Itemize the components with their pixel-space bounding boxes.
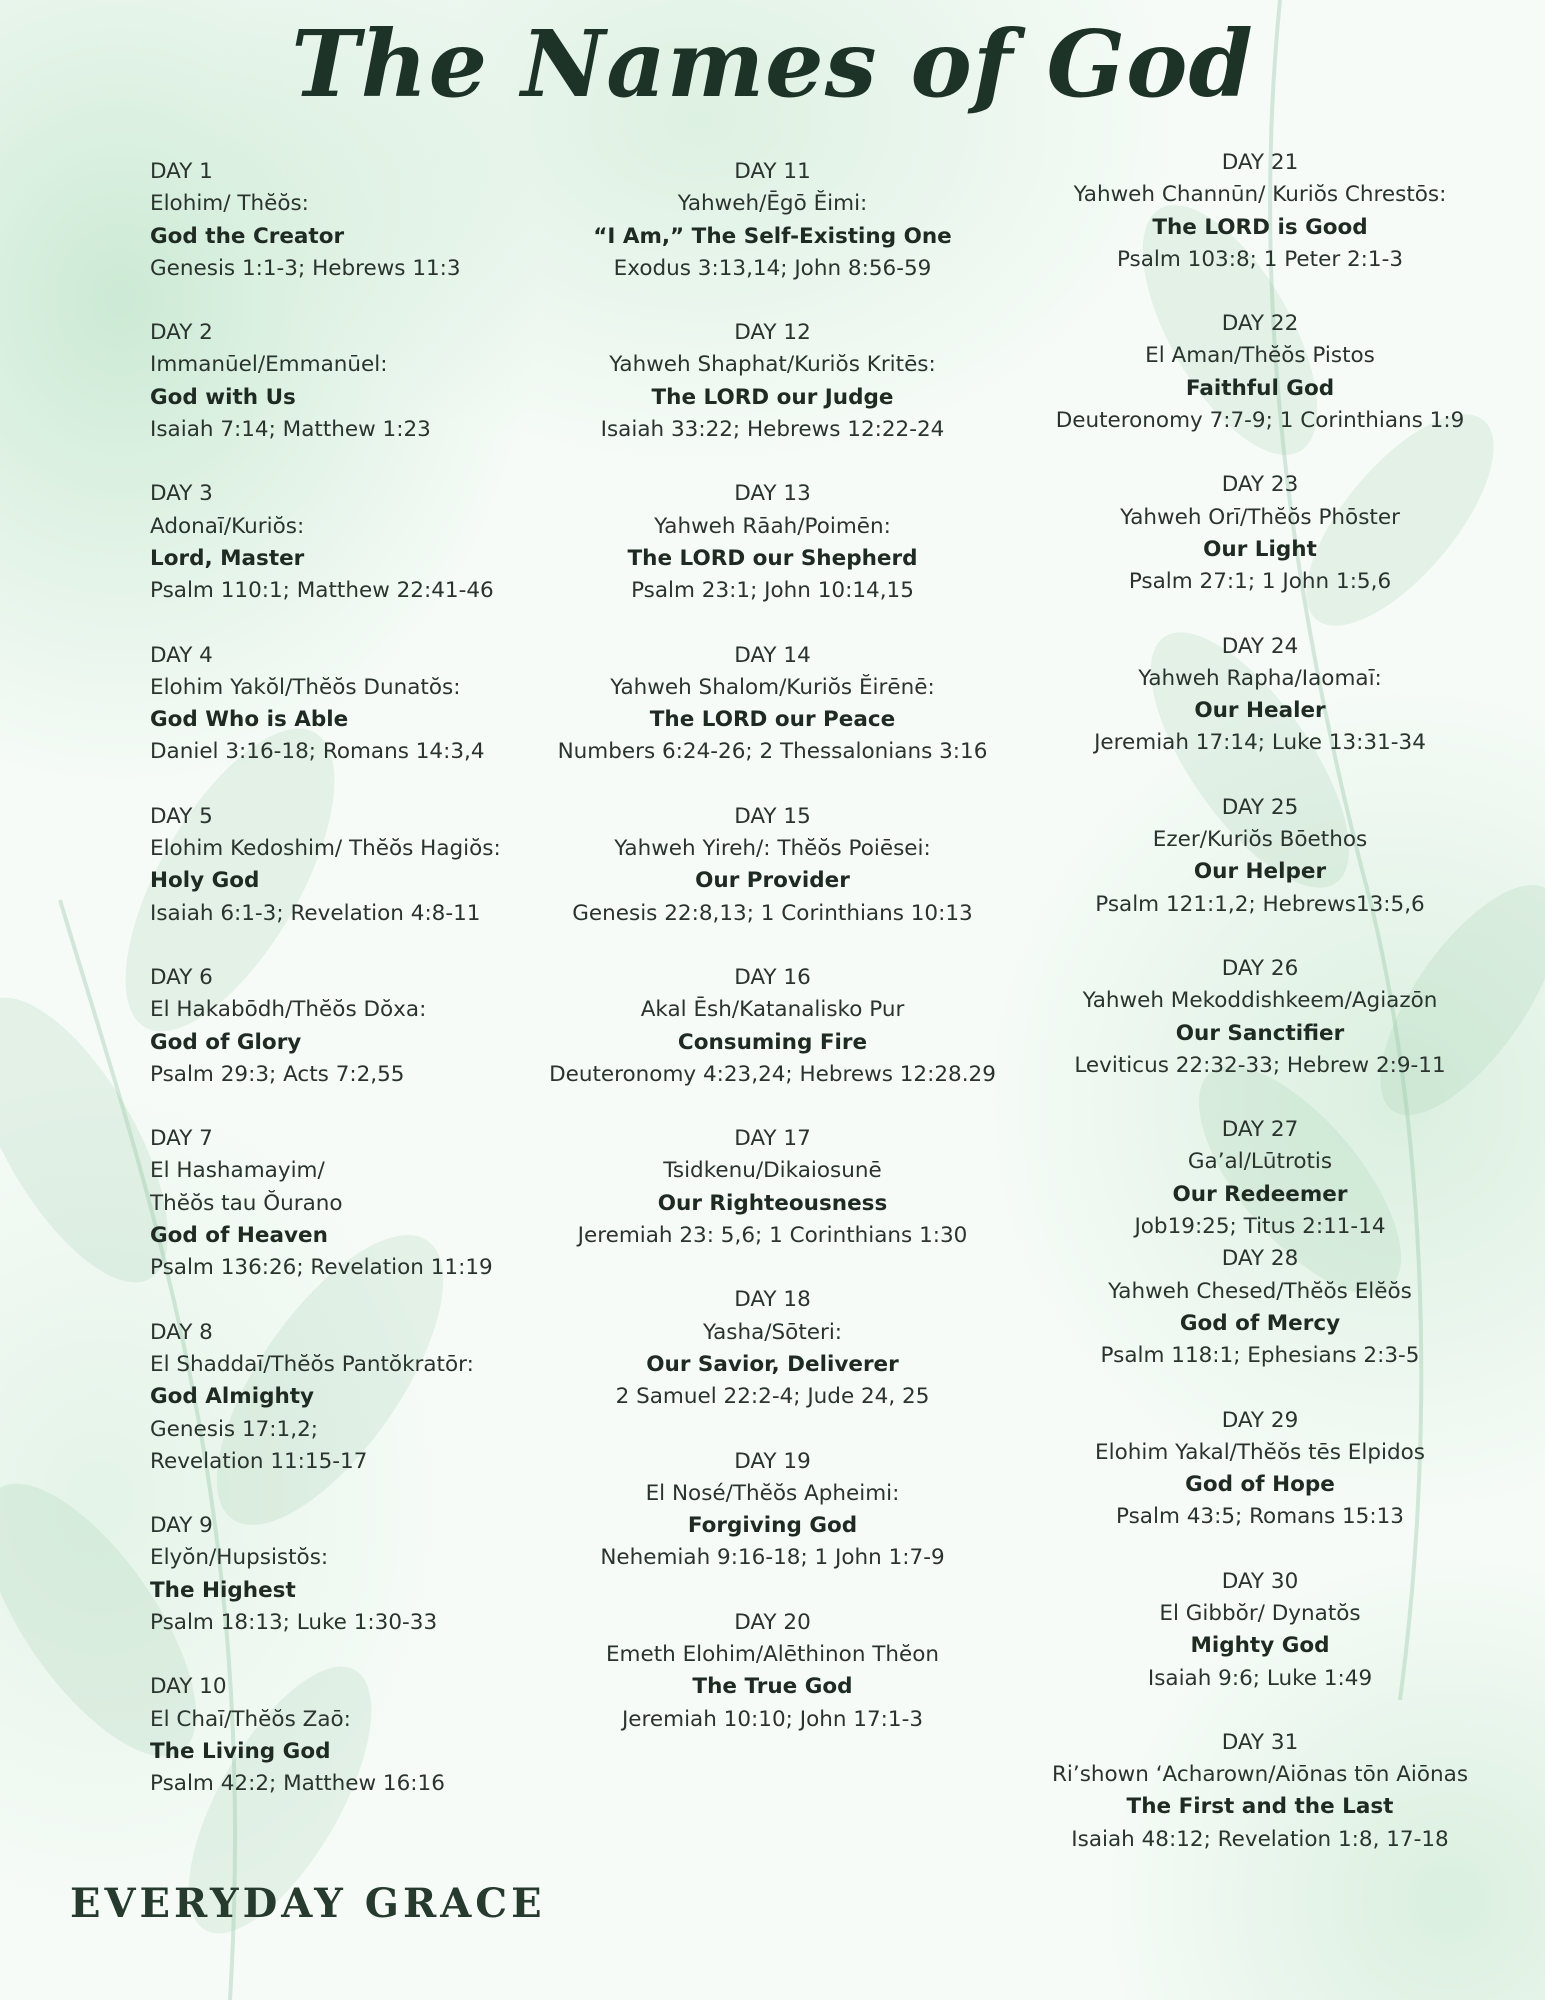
original-name: Yahweh Shalom/Kuriŏs Ĕirēnē: bbox=[610, 674, 935, 700]
day-entry bbox=[1020, 792, 1500, 921]
name-meaning: God of Mercy bbox=[1179, 1310, 1341, 1336]
day-entry bbox=[545, 1284, 1000, 1413]
name-meaning: Our Righteousness bbox=[657, 1190, 888, 1216]
name-meaning: Our Helper bbox=[1193, 859, 1327, 885]
original-name: Elohim/ Thĕŏs: bbox=[150, 191, 309, 217]
day-entry bbox=[150, 1123, 590, 1284]
scripture-reference: Isaiah 33:22; Hebrews 12:22-24 bbox=[600, 417, 945, 443]
day-label: DAY 10 bbox=[150, 1674, 227, 1700]
scripture-reference: Isaiah 7:14; Matthew 1:23 bbox=[150, 417, 431, 443]
scripture-reference: Leviticus 22:32-33; Hebrew 2:9-11 bbox=[1074, 1052, 1446, 1078]
day-label: DAY 14 bbox=[734, 642, 811, 668]
column-1 bbox=[150, 156, 590, 1832]
day-entry bbox=[545, 156, 1000, 285]
name-meaning: God the Creator bbox=[150, 223, 345, 249]
day-label: DAY 4 bbox=[150, 642, 213, 668]
original-name: Ezer/Kuriŏs Bōethos bbox=[1152, 827, 1368, 853]
scripture-reference: Psalm 136:26; Revelation 11:19 bbox=[150, 1255, 493, 1281]
name-meaning: Our Redeemer bbox=[1172, 1181, 1348, 1207]
day-entry bbox=[545, 478, 1000, 607]
original-name: Yahweh/Ēgō Ĕimi: bbox=[677, 191, 868, 217]
name-meaning: The LORD our Shepherd bbox=[627, 545, 918, 571]
day-entry bbox=[545, 1123, 1000, 1252]
original-name: El Aman/Thĕŏs Pistos bbox=[1145, 343, 1375, 369]
name-meaning: God of Hope bbox=[1185, 1472, 1335, 1498]
scripture-reference: Psalm 18:13; Luke 1:30-33 bbox=[150, 1609, 438, 1635]
scripture-reference: Genesis 1:1-3; Hebrews 11:3 bbox=[150, 255, 461, 281]
day-label: DAY 25 bbox=[1221, 794, 1299, 820]
name-meaning: Holy God bbox=[150, 868, 260, 894]
name-meaning: The Highest bbox=[150, 1577, 296, 1603]
original-name: Yahweh Shaphat/Kuriŏs Kritēs: bbox=[609, 352, 936, 378]
scripture-reference: Psalm 27:1; 1 John 1:5,6 bbox=[1128, 569, 1392, 595]
scripture-reference: Exodus 3:13,14; John 8:56-59 bbox=[613, 255, 932, 281]
scripture-reference: Jeremiah 10:10; John 17:1-3 bbox=[621, 1706, 924, 1732]
day-entry bbox=[1020, 469, 1500, 598]
original-name: Yahweh Channūn/ Kuriŏs Chrestōs: bbox=[1073, 182, 1447, 208]
scripture-reference: Psalm 118:1; Ephesians 2:3-5 bbox=[1100, 1343, 1420, 1369]
day-label: DAY 31 bbox=[1221, 1729, 1299, 1755]
scripture-reference: Jeremiah 17:14; Luke 13:31-34 bbox=[1094, 730, 1426, 756]
original-name: Yahweh Yireh/: Thĕŏs Poiēsei: bbox=[614, 836, 931, 862]
scripture-reference: Psalm 23:1; John 10:14,15 bbox=[631, 578, 914, 604]
name-meaning: “I Am,” The Self-Existing One bbox=[593, 223, 952, 249]
original-name: El Hakabōdh/Thĕŏs Dŏxa: bbox=[150, 997, 427, 1023]
name-meaning: Our Savior, Deliverer bbox=[646, 1351, 899, 1377]
day-entry bbox=[150, 640, 590, 769]
day-label: DAY 21 bbox=[1221, 150, 1299, 175]
original-name: El Shaddaī/Thĕŏs Pantŏkratōr: bbox=[150, 1351, 474, 1377]
day-entry bbox=[150, 1671, 590, 1800]
day-label: DAY 6 bbox=[150, 964, 213, 990]
original-name: Yahweh Mekoddishkeem/Agiazōn bbox=[1082, 988, 1438, 1014]
scripture-reference: Nehemiah 9:16-18; 1 John 1:7-9 bbox=[600, 1545, 945, 1571]
original-name: El Hashamayim/ bbox=[150, 1158, 325, 1184]
name-meaning: God Almighty bbox=[150, 1384, 315, 1410]
scripture-reference: 2 Samuel 22:2-4; Jude 24, 25 bbox=[615, 1384, 930, 1410]
scripture-reference: Genesis 22:8,13; 1 Corinthians 10:13 bbox=[572, 900, 973, 926]
original-name: Yahweh Chesed/Thĕŏs Elĕŏs bbox=[1108, 1278, 1412, 1304]
day-entry bbox=[1020, 953, 1500, 1082]
scripture-reference: Psalm 42:2; Matthew 16:16 bbox=[150, 1771, 445, 1797]
original-name: Yahweh Rāah/Poimēn: bbox=[654, 513, 891, 539]
day-label: DAY 24 bbox=[1221, 633, 1299, 659]
day-entry bbox=[1020, 631, 1500, 760]
scripture-reference: Deuteronomy 4:23,24; Hebrews 12:28.29 bbox=[549, 1061, 996, 1087]
day-entry bbox=[150, 478, 590, 607]
day-label: DAY 5 bbox=[150, 803, 213, 829]
scripture-reference: Isaiah 48:12; Revelation 1:8, 17-18 bbox=[1071, 1826, 1449, 1852]
day-entry bbox=[150, 1510, 590, 1639]
scripture-reference: Jeremiah 23: 5,6; 1 Corinthians 1:30 bbox=[577, 1223, 968, 1249]
name-meaning: God of Heaven bbox=[150, 1223, 328, 1249]
original-name: Yasha/Sōteri: bbox=[702, 1319, 843, 1345]
day-entry bbox=[1020, 1405, 1500, 1534]
scripture-reference: Revelation 11:15-17 bbox=[150, 1448, 368, 1474]
page-title: The Names of God bbox=[291, 10, 1254, 118]
original-name: Tsidkenu/Dikaiosunē bbox=[663, 1158, 882, 1184]
day-label: DAY 19 bbox=[734, 1448, 811, 1474]
name-meaning: The LORD our Peace bbox=[649, 707, 896, 733]
day-entry bbox=[150, 801, 590, 930]
day-label: DAY 18 bbox=[734, 1287, 811, 1313]
scripture-reference: Psalm 29:3; Acts 7:2,55 bbox=[150, 1061, 405, 1087]
day-label: DAY 15 bbox=[734, 803, 811, 829]
original-name: El Chaī/Thĕŏs Zaō: bbox=[150, 1706, 351, 1732]
name-meaning: The True God bbox=[692, 1674, 853, 1700]
name-meaning: Forgiving God bbox=[687, 1513, 858, 1539]
day-entry bbox=[545, 1607, 1000, 1736]
name-meaning: Our Provider bbox=[695, 868, 850, 894]
scripture-reference: Isaiah 6:1-3; Revelation 4:8-11 bbox=[150, 900, 481, 926]
name-meaning: The LORD our Judge bbox=[651, 384, 894, 410]
name-meaning: Lord, Master bbox=[150, 545, 305, 571]
scripture-reference: Isaiah 9:6; Luke 1:49 bbox=[1147, 1665, 1373, 1691]
day-entry bbox=[545, 640, 1000, 769]
day-entry bbox=[545, 962, 1000, 1091]
day-entry bbox=[150, 317, 590, 446]
scripture-reference: Numbers 6:24-26; 2 Thessalonians 3:16 bbox=[557, 739, 988, 765]
day-label: DAY 28 bbox=[1221, 1246, 1299, 1272]
day-entry bbox=[1020, 1243, 1500, 1372]
column-2 bbox=[545, 156, 1000, 1768]
original-name: Emeth Elohim/Alēthinon Thĕon bbox=[605, 1641, 940, 1667]
day-label: DAY 2 bbox=[150, 320, 213, 346]
scripture-reference: Genesis 17:1,2; bbox=[150, 1416, 318, 1442]
day-entry bbox=[545, 801, 1000, 930]
scripture-reference: Psalm 43:5; Romans 15:13 bbox=[1116, 1504, 1404, 1530]
name-meaning: God of Glory bbox=[150, 1029, 302, 1055]
name-meaning: Consuming Fire bbox=[677, 1029, 868, 1055]
day-label: DAY 12 bbox=[734, 320, 811, 346]
day-label: DAY 3 bbox=[150, 481, 213, 507]
scripture-reference: Daniel 3:16-18; Romans 14:3,4 bbox=[150, 739, 485, 765]
scripture-reference: Deuteronomy 7:7-9; 1 Corinthians 1:9 bbox=[1055, 408, 1465, 434]
name-meaning: The Living God bbox=[150, 1738, 331, 1764]
day-label: DAY 8 bbox=[150, 1319, 213, 1345]
original-name: Yahweh Rapha/Iaomaī: bbox=[1138, 665, 1382, 691]
day-label: DAY 22 bbox=[1221, 311, 1299, 337]
original-name: Elohim Yakŏl/Thĕŏs Dunatŏs: bbox=[150, 674, 461, 700]
day-label: DAY 26 bbox=[1221, 955, 1299, 981]
day-label: DAY 30 bbox=[1221, 1568, 1299, 1594]
name-meaning: The LORD is Good bbox=[1152, 214, 1368, 240]
original-name: El Nosé/Thĕŏs Apheimi: bbox=[645, 1480, 900, 1506]
original-name: Elohim Yakal/Thĕŏs tēs Elpidos bbox=[1095, 1439, 1425, 1465]
day-entry bbox=[1020, 1727, 1500, 1856]
day-label: DAY 13 bbox=[734, 481, 811, 507]
column-3 bbox=[1020, 147, 1500, 1888]
day-entry bbox=[1020, 1566, 1500, 1695]
scripture-reference: Psalm 121:1,2; Hebrews13:5,6 bbox=[1095, 891, 1425, 917]
original-name: Elohim Kedoshim/ Thĕŏs Hagiŏs: bbox=[150, 836, 501, 862]
original-name: Elyŏn/Hupsistŏs: bbox=[150, 1545, 329, 1571]
day-label: DAY 9 bbox=[150, 1513, 213, 1539]
original-name: Ri’shown ‘Acharown/Aiōnas tōn Aiōnas bbox=[1051, 1762, 1469, 1788]
day-label: DAY 23 bbox=[1221, 472, 1299, 498]
scripture-reference: Psalm 103:8; 1 Peter 2:1-3 bbox=[1116, 246, 1404, 272]
day-label: DAY 17 bbox=[734, 1126, 811, 1152]
day-entry bbox=[150, 156, 590, 285]
day-entry bbox=[150, 1317, 590, 1478]
name-meaning: Faithful God bbox=[1185, 375, 1335, 401]
original-name: Immanūel/Emmanūel: bbox=[150, 352, 388, 378]
original-name: Adonaī/Kuriŏs: bbox=[150, 513, 305, 539]
name-meaning: God Who is Able bbox=[150, 707, 349, 733]
scripture-reference: Psalm 110:1; Matthew 22:41-46 bbox=[150, 578, 494, 604]
original-name: Thĕŏs tau Ŏurano bbox=[150, 1190, 343, 1216]
day-label: DAY 27 bbox=[1221, 1117, 1299, 1143]
name-meaning: Mighty God bbox=[1190, 1633, 1330, 1659]
day-entry bbox=[150, 962, 590, 1091]
day-label: DAY 11 bbox=[734, 159, 811, 184]
original-name: El Gibbŏr/ Dynatŏs bbox=[1159, 1600, 1361, 1626]
name-meaning: Our Healer bbox=[1194, 698, 1326, 724]
brand-footer: EVERYDAY GRACE bbox=[70, 1880, 546, 1927]
name-meaning: God with Us bbox=[150, 384, 296, 410]
day-label: DAY 16 bbox=[734, 964, 811, 990]
day-entry bbox=[1020, 147, 1500, 276]
day-entry bbox=[545, 317, 1000, 446]
name-meaning: The First and the Last bbox=[1126, 1794, 1394, 1820]
original-name: Yahweh Orī/Thĕŏs Phōster bbox=[1120, 504, 1400, 530]
day-label: DAY 29 bbox=[1221, 1407, 1299, 1433]
name-meaning: Our Sanctifier bbox=[1175, 1020, 1345, 1046]
day-label: DAY 7 bbox=[150, 1126, 213, 1152]
name-meaning: Our Light bbox=[1203, 536, 1317, 562]
day-entry bbox=[1020, 1114, 1500, 1243]
original-name: Akal Ēsh/Katanalisko Pur bbox=[640, 997, 905, 1023]
day-entry bbox=[545, 1446, 1000, 1575]
original-name: Ga’al/Lūtrotis bbox=[1187, 1149, 1333, 1175]
day-label: DAY 1 bbox=[150, 159, 213, 184]
scripture-reference: Job19:25; Titus 2:11-14 bbox=[1134, 1214, 1386, 1240]
day-entry bbox=[1020, 308, 1500, 437]
day-label: DAY 20 bbox=[734, 1609, 811, 1635]
